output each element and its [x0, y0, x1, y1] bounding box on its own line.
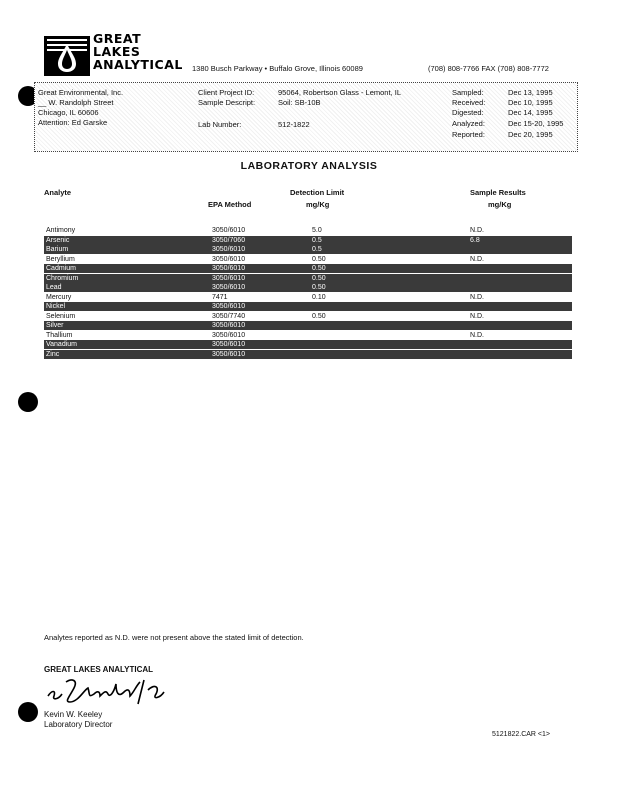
- table-row: [44, 321, 572, 330]
- company-logo-mark: [44, 36, 90, 76]
- sample-description-value: Soil: SB-10B: [278, 98, 321, 107]
- table-row: [44, 264, 572, 273]
- column-header-result-unit: mg/Kg: [488, 200, 512, 209]
- company-address: 1380 Busch Parkway • Buffalo Grove, Illinois 60089: [192, 64, 363, 73]
- table-row: [44, 226, 572, 235]
- result-cell: N.D.: [470, 227, 484, 234]
- method-cell: 3050/6010: [212, 341, 246, 348]
- column-header-sample-results: Sample Results: [470, 188, 526, 197]
- detection-limit-cell: 0.50: [312, 274, 326, 282]
- column-header-detection-unit: mg/Kg: [306, 200, 330, 209]
- analyte-cell: Barium: [46, 246, 69, 253]
- method-cell: 3050/7740: [212, 312, 246, 320]
- column-header-method: EPA Method: [208, 200, 252, 209]
- method-cell: 3050/6010: [212, 274, 246, 282]
- analyte-cell: Cadmium: [46, 265, 76, 272]
- page-footer-id: 5121822.CAR <1>: [492, 731, 550, 738]
- analyte-cell: Thallium: [46, 331, 73, 339]
- analyte-cell: Lead: [46, 284, 62, 291]
- method-cell: 3050/6010: [212, 350, 246, 358]
- lab-number-value: 512-1822: [278, 120, 310, 129]
- method-cell: 3050/6010: [212, 255, 246, 263]
- client-line: Great Environmental, Inc.: [38, 88, 124, 97]
- client-attention: Attention: Ed Garske: [38, 118, 108, 127]
- signature-company: GREAT LAKES ANALYTICAL: [44, 665, 154, 674]
- result-cell: N.D.: [470, 255, 484, 263]
- detection-limit-cell: 0.50: [312, 265, 326, 272]
- detection-limit-cell: 5.0: [312, 227, 322, 234]
- table-row: [44, 340, 572, 349]
- date-value: Dec 14, 1995: [508, 108, 553, 117]
- detection-limit-cell: 0.10: [312, 293, 326, 301]
- method-cell: 3050/6010: [212, 331, 246, 339]
- analyte-cell: Selenium: [46, 312, 76, 320]
- detection-limit-cell: 0.50: [312, 312, 326, 320]
- table-row: [44, 350, 572, 359]
- date-label: Received:: [452, 98, 486, 107]
- result-cell: 6.8: [470, 236, 480, 244]
- analyte-cell: Nickel: [46, 303, 66, 310]
- signatory-name: Kevin W. Keeley: [44, 710, 103, 719]
- analyte-cell: Beryllium: [46, 255, 75, 263]
- analyte-cell: Mercury: [46, 293, 72, 301]
- result-cell: N.D.: [470, 293, 484, 301]
- hole-punch-middle: [18, 392, 38, 412]
- date-value: Dec 15-20, 1995: [508, 119, 564, 128]
- signatory-title: Laboratory Director: [44, 720, 113, 729]
- method-cell: 3050/7060: [212, 236, 246, 244]
- table-row: [44, 255, 572, 264]
- method-cell: 3050/6010: [212, 227, 246, 234]
- detection-limit-cell: 0.5: [312, 246, 322, 253]
- project-id-value: 95064, Robertson Glass - Lemont, IL: [278, 88, 401, 97]
- method-cell: 3050/6010: [212, 265, 246, 272]
- table-row: [44, 245, 572, 254]
- date-value: Dec 13, 1995: [508, 88, 553, 97]
- company-logo-text: GREAT LAKES ANALYTICAL: [93, 31, 183, 72]
- column-header-detection-limit: Detection Limit: [290, 188, 345, 197]
- method-cell: 3050/6010: [212, 303, 246, 310]
- analyte-cell: Vanadium: [46, 341, 78, 348]
- hole-punch-bottom: [18, 702, 38, 722]
- method-cell: 3050/6010: [212, 322, 246, 329]
- date-label: Analyzed:: [452, 119, 485, 128]
- lab-number-label: Lab Number:: [198, 120, 242, 129]
- detection-limit-cell: 0.50: [312, 284, 326, 291]
- analyte-cell: Silver: [46, 322, 64, 329]
- client-line: __ W. Randolph Street: [38, 98, 114, 107]
- date-label: Digested:: [452, 108, 484, 117]
- result-cell: N.D.: [470, 312, 484, 320]
- project-id-label: Client Project ID:: [198, 88, 255, 97]
- analyte-cell: Arsenic: [46, 236, 70, 244]
- detection-limit-cell: 0.50: [312, 255, 326, 263]
- handwritten-signature: [44, 672, 194, 713]
- table-row: [44, 283, 572, 292]
- method-cell: 7471: [212, 293, 228, 301]
- table-row: [44, 236, 572, 245]
- method-cell: 3050/6010: [212, 284, 246, 291]
- table-row: [44, 331, 572, 340]
- report-title: LABORATORY ANALYSIS: [240, 160, 378, 172]
- method-cell: 3050/6010: [212, 246, 246, 253]
- footnote: Analytes reported as N.D. were not present above the stated limit of detection.: [44, 633, 304, 642]
- detection-limit-cell: 0.5: [312, 236, 322, 244]
- table-row: [44, 274, 572, 283]
- analyte-cell: Chromium: [46, 274, 79, 282]
- result-cell: N.D.: [470, 331, 484, 339]
- analyte-cell: Zinc: [46, 350, 60, 358]
- date-value: Dec 10, 1995: [508, 98, 553, 107]
- date-value: Dec 20, 1995: [508, 130, 553, 139]
- company-phone: (708) 808-7766 FAX (708) 808-7772: [428, 64, 549, 73]
- table-row: [44, 302, 572, 311]
- column-header-analyte: Analyte: [44, 188, 72, 197]
- client-line: Chicago, IL 60606: [38, 108, 99, 117]
- date-label: Sampled:: [452, 88, 484, 97]
- date-label: Reported:: [452, 130, 485, 139]
- sample-description-label: Sample Descript:: [198, 98, 256, 107]
- table-row: [44, 293, 572, 302]
- table-row: [44, 312, 572, 321]
- analyte-cell: Antimony: [46, 227, 76, 234]
